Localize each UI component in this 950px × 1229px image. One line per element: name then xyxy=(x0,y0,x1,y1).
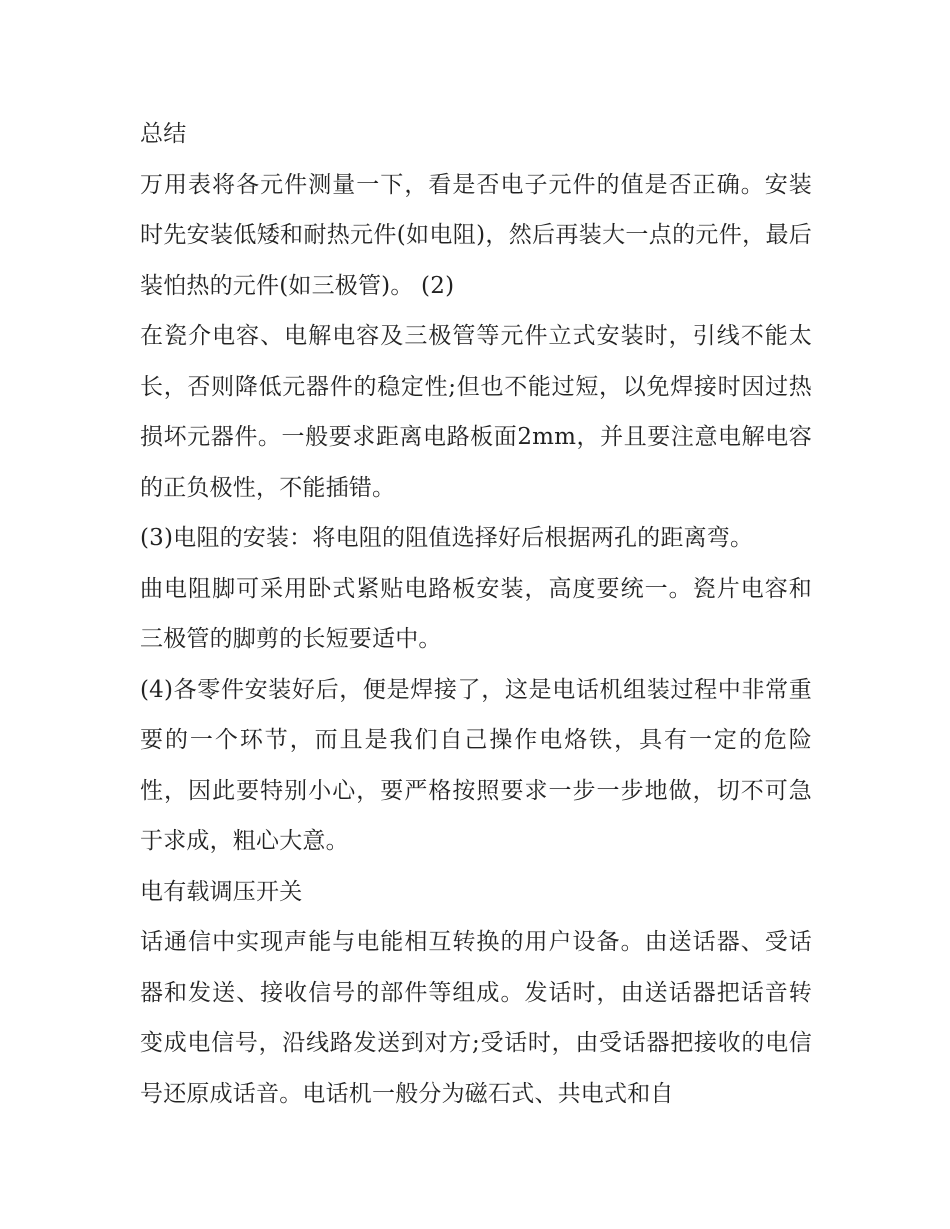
document-body xyxy=(140,109,812,1119)
paragraph-vertical-install: 在瓷介电容、电解电容及三极管等元件立式安装时，引线不能太长，否则降低元器件的稳定性;但也不能过短，以免焊接时因过热损坏元器件。一般要求距离电路板面2mm，并且要注意电解电容的正负极性，不能插错。 xyxy=(140,323,812,501)
paragraph-soldering: (4)各零件安装好后，便是焊接了，这是电话机组装过程中非常重要的一个环节，而且是我们自己操作电烙铁，具有一定的危险性，因此要特别小心，要严格按照要求一步一步地做，切不可急于求成，粗心大意。 xyxy=(140,676,812,854)
heading-summary: 总结 xyxy=(140,121,187,147)
heading-tap-changer: 电有载调压开关 xyxy=(140,878,303,905)
paragraph-multimeter-install: 万用表将各元件测量一下，看是否电子元件的值是否正确。安装时先安装低矮和耐热元件(如电阻)，然后再装大一点的元件，最后装怕热的元件(如三极管)。 (2) xyxy=(140,171,812,299)
paragraph-resistor-install: (3)电阻的安装：将电阻的阻值选择好后根据两孔的距离弯。 xyxy=(140,525,754,551)
paragraph-telephone: 话通信中实现声能与电能相互转换的用户设备。由送话器、受话器和发送、接收信号的部件等组成。发话时，由送话器把话音转变成电信号，沿线路发送到对方;受话时，由受话器把接收的电信号还原成话音。电话机一般分为磁石式、共电式和自 xyxy=(140,929,812,1107)
paragraph-resistor-bend: 曲电阻脚可采用卧式紧贴电路板安装，高度要统一。瓷片电容和三极管的脚剪的长短要适中。 xyxy=(140,575,812,652)
